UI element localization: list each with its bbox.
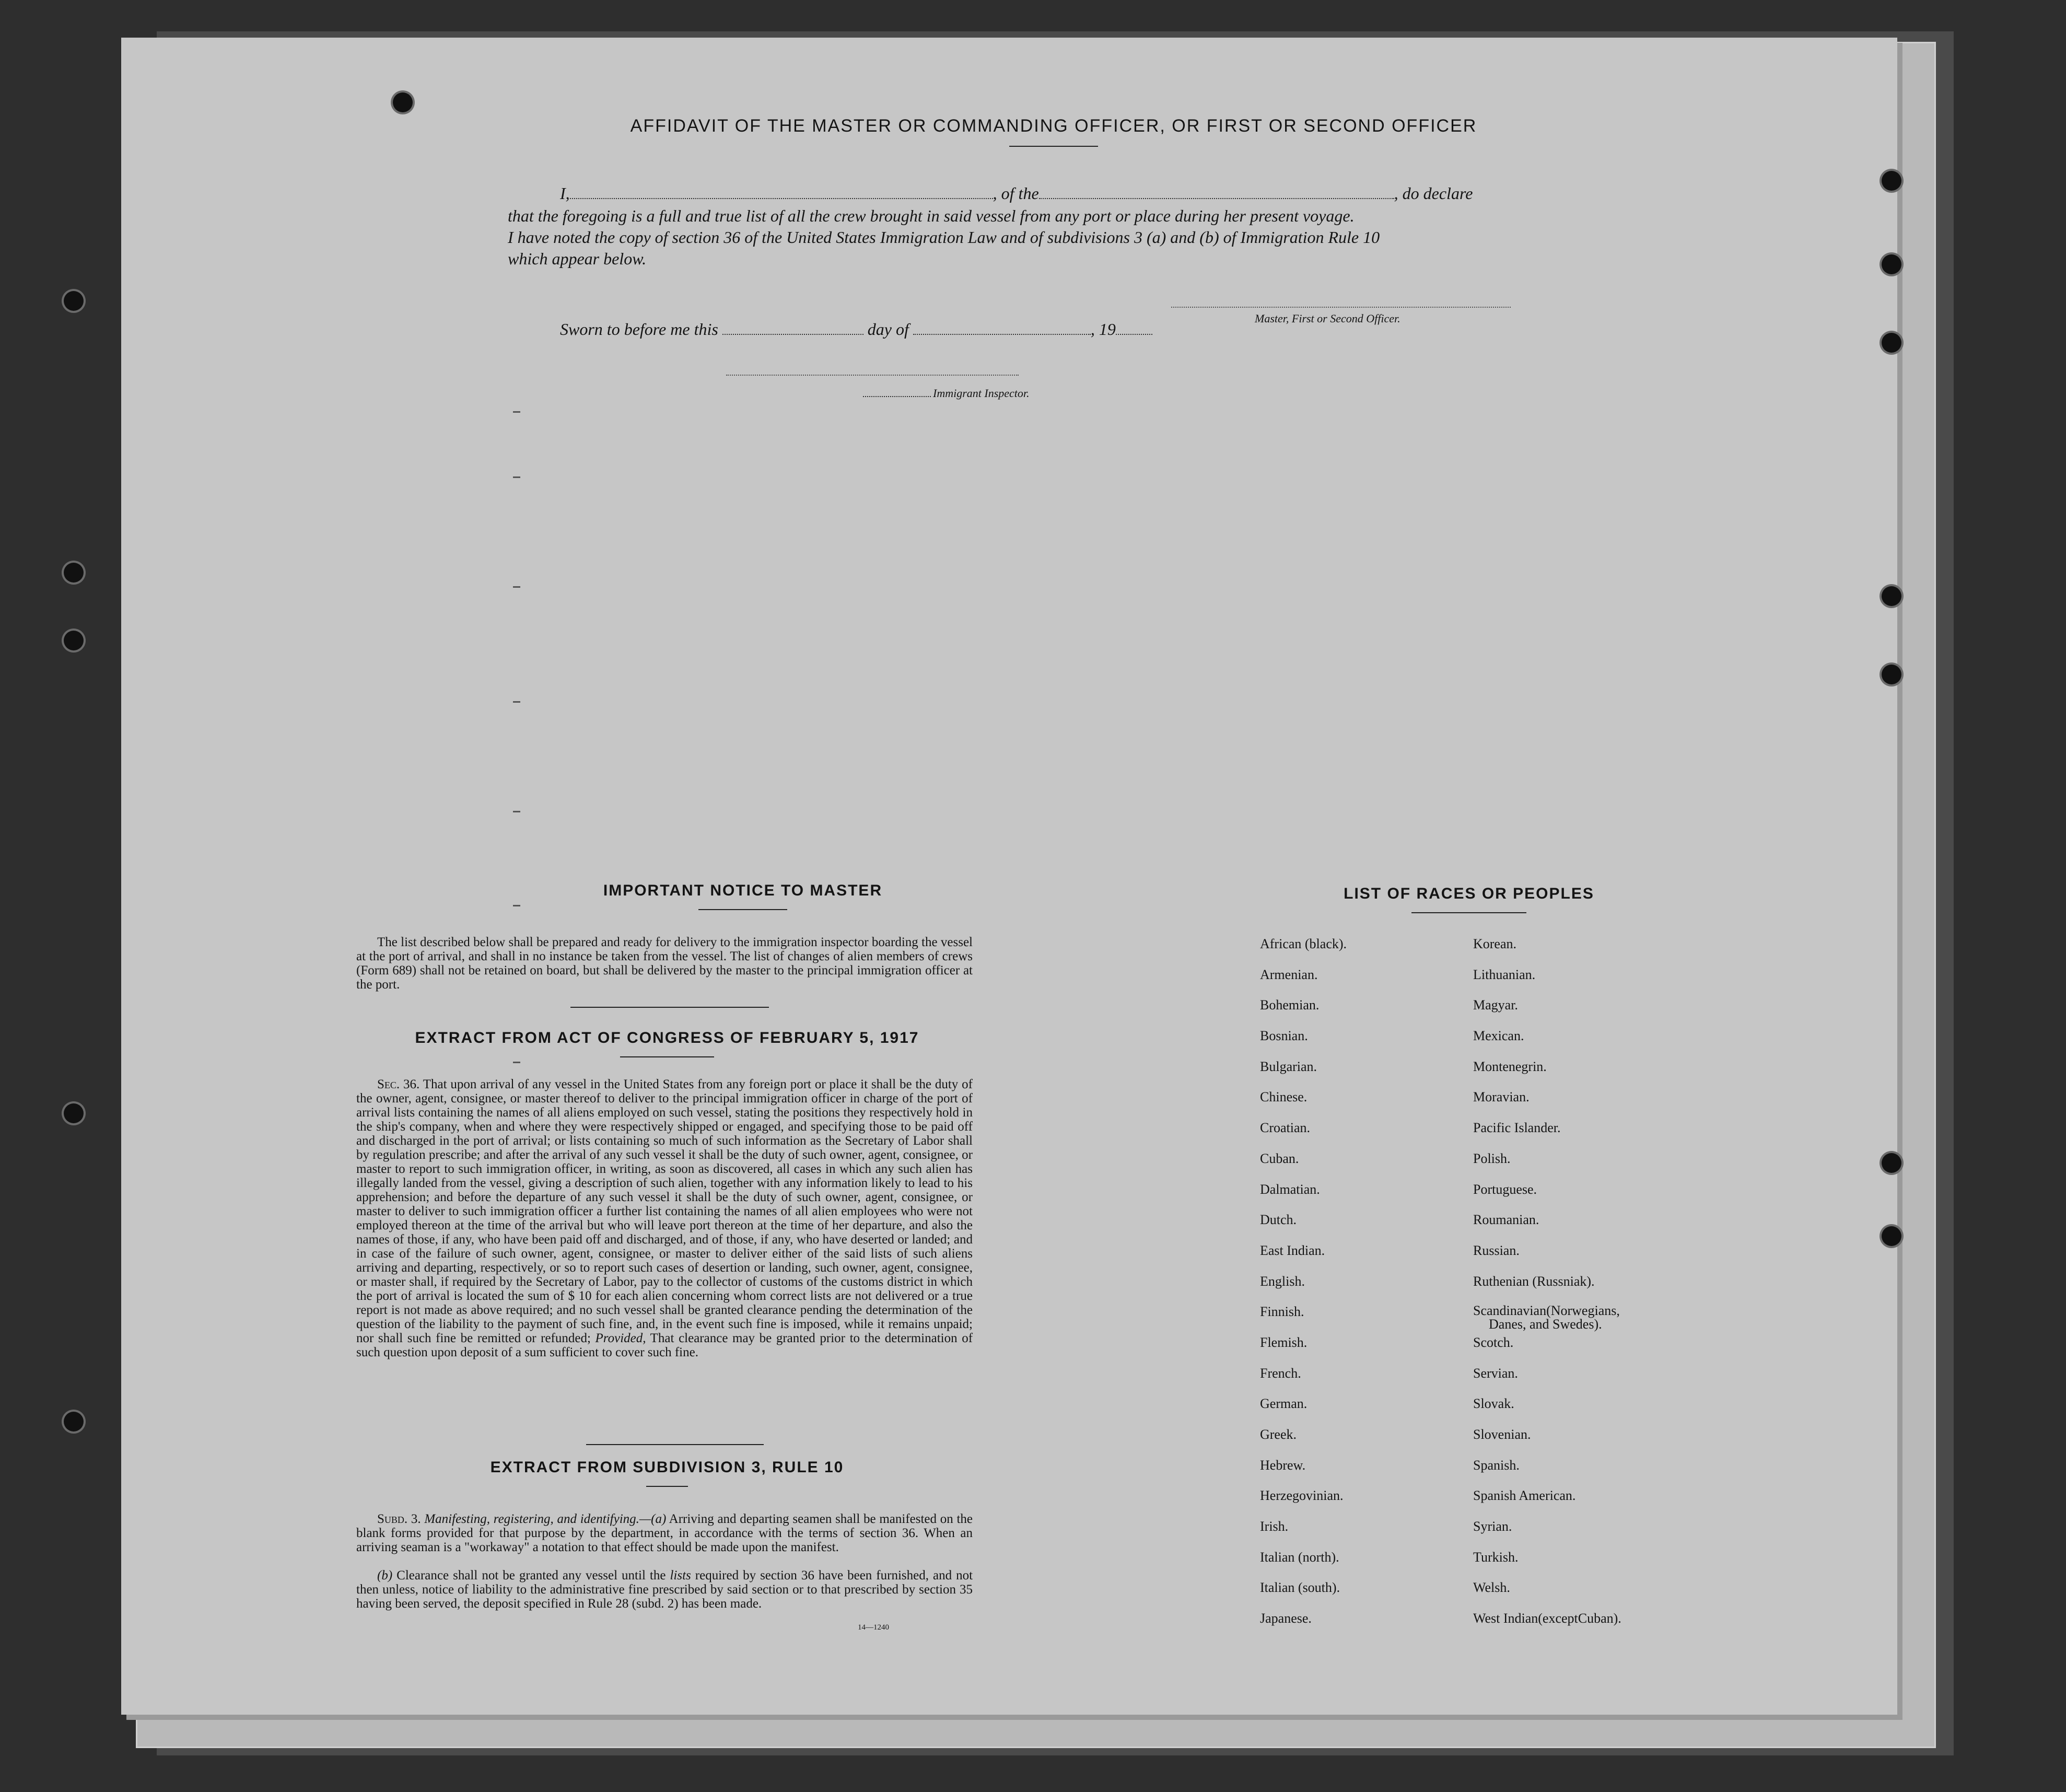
race-item: Servian.: [1473, 1365, 1518, 1381]
punch-hole: [64, 1103, 84, 1123]
affidavit-line-3: I have noted the copy of section 36 of the United States Immigration Law and of subdivisions 3 (a) and (b) of Immigration Rule 10: [508, 228, 1380, 247]
master-name-field[interactable]: [570, 198, 993, 199]
race-item: English.: [1260, 1273, 1305, 1289]
subd-title: Manifesting, registering, and identifying.—(a): [424, 1512, 667, 1526]
sec-label: Sec. 36.: [377, 1077, 420, 1091]
signature-line[interactable]: [1171, 307, 1511, 308]
notice-rule: [698, 909, 787, 910]
rule-rule: [646, 1486, 688, 1487]
race-item: Lithuanian.: [1473, 967, 1536, 982]
race-item: [1473, 1304, 1621, 1335]
act-separator: [586, 1444, 764, 1445]
race-item: Bohemian.: [1260, 997, 1320, 1013]
races-rule: [1411, 912, 1526, 913]
race-item: Mexican.: [1473, 1028, 1524, 1044]
punch-hole: [1882, 254, 1901, 274]
affidavit-title-block: [591, 116, 1516, 147]
race-item: Ruthenian (Russniak).: [1473, 1273, 1595, 1289]
race-item: Roumanian.: [1473, 1212, 1539, 1228]
races-left-column: [1260, 936, 1347, 1642]
race-item: German.: [1260, 1396, 1308, 1412]
affidavit-line-2: that the foregoing is a full and true list of all the crew brought in said vessel from any port or place during her present voyage.: [508, 206, 1355, 225]
rule-para-a: [356, 1512, 973, 1554]
affidavit-title: AFFIDAVIT OF THE MASTER OR COMMANDING OFFICER, OR FIRST OR SECOND OFFICER: [630, 116, 1477, 136]
title-rule: [1009, 146, 1098, 147]
race-item: Moravian.: [1473, 1089, 1530, 1105]
declare-label: , do declare: [1394, 184, 1473, 203]
race-item: Chinese.: [1260, 1089, 1308, 1105]
notice-body: The list described below shall be prepared and ready for delivery to the immigration inspector boarding the vessel at the port of arrival, and shall in no instance be taken from the vessel. The list of changes of alien members of crews (Form 689) shall not be retained on board, but shall be delivered by the master to the principal immigration officer at the port.: [356, 935, 973, 992]
i-label: I,: [560, 184, 570, 203]
rule-title: EXTRACT FROM SUBDIVISION 3, RULE 10: [490, 1459, 844, 1476]
bleed-mark: [513, 1062, 520, 1063]
act-title-block: [356, 1029, 978, 1057]
races-title-block: [1281, 885, 1657, 913]
inspector-line[interactable]: [726, 375, 1019, 376]
punch-hole: [64, 1412, 84, 1432]
race-item: Pacific Islander.: [1473, 1120, 1561, 1136]
race-item: Magyar.: [1473, 997, 1518, 1013]
race-item: Cuban.: [1260, 1150, 1299, 1166]
race-item: East Indian.: [1260, 1242, 1325, 1258]
sworn-year-field[interactable]: [1116, 334, 1152, 335]
affidavit-line-1: [508, 184, 1521, 203]
signature-label: Master, First or Second Officer.: [1255, 312, 1400, 325]
race-item: Scotch.: [1473, 1334, 1514, 1350]
vessel-name-field[interactable]: [1039, 198, 1394, 199]
race-item: Russian.: [1473, 1242, 1520, 1258]
race-item: Greek.: [1260, 1427, 1297, 1442]
notice-title: IMPORTANT NOTICE TO MASTER: [603, 882, 883, 899]
act-body-end: That clearance may be granted prior to the determination of such question upon deposit of a sum sufficient to cover such fine.: [356, 1331, 973, 1359]
race-item: Dutch.: [1260, 1212, 1297, 1228]
race-item: Welsh.: [1473, 1580, 1510, 1596]
notice-separator: [570, 1007, 769, 1008]
race-item: Dalmatian.: [1260, 1181, 1320, 1197]
race-item: Slovak.: [1473, 1396, 1514, 1412]
notice-title-block: [445, 882, 1041, 910]
races-title: LIST OF RACES OR PEOPLES: [1344, 885, 1594, 902]
race-item-scandinavian-cont: Danes, and Swedes).: [1489, 1317, 1602, 1332]
race-item: Bosnian.: [1260, 1028, 1308, 1044]
bleed-mark: [513, 476, 520, 478]
form-number: 14—1240: [858, 1623, 889, 1632]
act-body-text: That upon arrival of any vessel in the United States from any foreign port or place it shall be the duty of the owner, agent, consignee, or master thereof to deliver to the principal immigration officer in charge of the port of arrival lists containing the names of all aliens employed on such vessel, stating the positions they respectively hold in the ship's company, when and where they were respectively shipped or engaged, and specifying those to be paid off and discharged in the port of arrival; or lists containing so much of such information as the Secretary of Labor shall by regulation prescribe; and after the arrival of any such vessel it shall be the duty of such owner, agent, consignee, or master to report to such immigration officer, in writing, as soon as discovered, all cases in which any such alien has illegally landed from the vessel, giving a description of such alien, together with any information likely to lead to his apprehension; and before the departure of any such vessel it shall be the duty of such owner, agent, consignee, or master to deliver to such immigration officer a further list containing the names of all alien employees who were not employed thereon at the time of the arrival but who will leave port thereon at the time of her departure, and also the names of those, if any, who have been paid off and discharged, and of those, if any, who have deserted or landed; and in case of the failure of such owner, agent, consignee, or master to deliver either of the said lists of such aliens arriving and departing, respectively, or so to report such cases of desertion or landing, such owner, agent, consignee, or master shall, if required by the Secretary of Labor, pay to the collector of customs of the customs district in which the port of arrival is located the sum of $ 10 for each alien concerning whom correct lists are not delivered or a true report is not made as above required; and no such vessel shall be granted clearance pending the determination of the question of the liability to the payment of such fine, and, in the event such fine is imposed, while it remains unpaid; nor shall such fine be remitted or refunded;: [356, 1077, 973, 1345]
document-page: [121, 38, 1897, 1715]
act-body: [356, 1077, 973, 1359]
subd-label: Subd. 3.: [377, 1512, 421, 1526]
punch-hole: [1882, 333, 1901, 353]
para-a-text: Arriving and departing seamen shall be manifested on the blank forms provided for that purpose by the department, in accordance with the terms of section 36. When an arriving seaman is a "workaway" a notation to that effect should be made upon the manifest.: [356, 1512, 973, 1554]
act-rule: [620, 1056, 714, 1057]
punch-hole: [64, 563, 84, 583]
punch-hole: [1882, 1153, 1901, 1173]
act-title: EXTRACT FROM ACT OF CONGRESS OF FEBRUARY 5, 1917: [415, 1029, 919, 1046]
race-item: Italian (south).: [1260, 1580, 1340, 1596]
race-item: Herzegovinian.: [1260, 1488, 1344, 1504]
race-item: Syrian.: [1473, 1519, 1512, 1534]
race-item: Turkish.: [1473, 1549, 1519, 1565]
race-item: Spanish.: [1473, 1457, 1520, 1473]
punch-hole: [1882, 171, 1901, 191]
punch-hole: [64, 291, 84, 311]
race-item: Armenian.: [1260, 967, 1318, 982]
race-item: Montenegrin.: [1473, 1058, 1547, 1074]
sworn-label: Sworn to before me this: [560, 320, 718, 339]
race-item: Italian (north).: [1260, 1549, 1339, 1565]
day-of-label: day of: [867, 320, 909, 339]
rule-title-block: [356, 1459, 978, 1487]
race-item: Slovenian.: [1473, 1427, 1531, 1442]
para-b-end: required by section 36 have been furnished, and not then unless, notice of liability to the administrative fine prescribed by said section or to that prescribed by section 35 having been served, the deposit specified in Rule 28 (subd. 2) has been made.: [356, 1568, 973, 1611]
races-right-column: [1473, 936, 1621, 1642]
bleed-mark: [513, 411, 520, 413]
punch-hole: [64, 631, 84, 650]
punch-hole: [393, 92, 413, 112]
race-item: Hebrew.: [1260, 1457, 1306, 1473]
b-label: (b): [377, 1568, 393, 1582]
race-item: Flemish.: [1260, 1334, 1308, 1350]
bleed-mark: [513, 701, 520, 703]
punch-hole: [1882, 1226, 1901, 1246]
race-item: Korean.: [1473, 936, 1517, 951]
affidavit-body: [508, 184, 1521, 269]
punch-hole: [1882, 586, 1901, 606]
inspector-label: Immigrant Inspector.: [933, 387, 1030, 400]
race-item: Irish.: [1260, 1519, 1289, 1534]
race-item: Portuguese.: [1473, 1181, 1537, 1197]
inspector-dots: [863, 396, 931, 397]
sworn-month-field[interactable]: [913, 334, 1091, 335]
race-item: West Indian(exceptCuban).: [1473, 1611, 1621, 1626]
race-item: Bulgarian.: [1260, 1058, 1317, 1074]
race-item: Croatian.: [1260, 1120, 1311, 1136]
year-label: , 19: [1090, 320, 1116, 339]
race-item: Polish.: [1473, 1150, 1511, 1166]
race-item-scandinavian: Scandinavian(Norwegians,: [1473, 1303, 1620, 1319]
affidavit-line-4: which appear below.: [508, 249, 647, 268]
race-item: Japanese.: [1260, 1611, 1312, 1626]
para-b-lists: lists: [670, 1568, 691, 1582]
punch-hole: [1882, 665, 1901, 684]
sworn-day-field[interactable]: [722, 334, 863, 335]
inspector-block: [863, 387, 1030, 400]
rule-para-b: [356, 1568, 973, 1611]
race-item: Spanish American.: [1473, 1488, 1576, 1504]
provided-label: Provided,: [595, 1331, 646, 1345]
para-b-start: Clearance shall not be granted any vessel until the: [396, 1568, 666, 1582]
bleed-mark: [513, 586, 520, 588]
sworn-line: [560, 320, 1152, 339]
of-the-label: , of the: [993, 184, 1039, 203]
bleed-mark: [513, 811, 520, 812]
race-item: African (black).: [1260, 936, 1347, 951]
race-item: French.: [1260, 1365, 1301, 1381]
race-item: Finnish.: [1260, 1304, 1304, 1320]
